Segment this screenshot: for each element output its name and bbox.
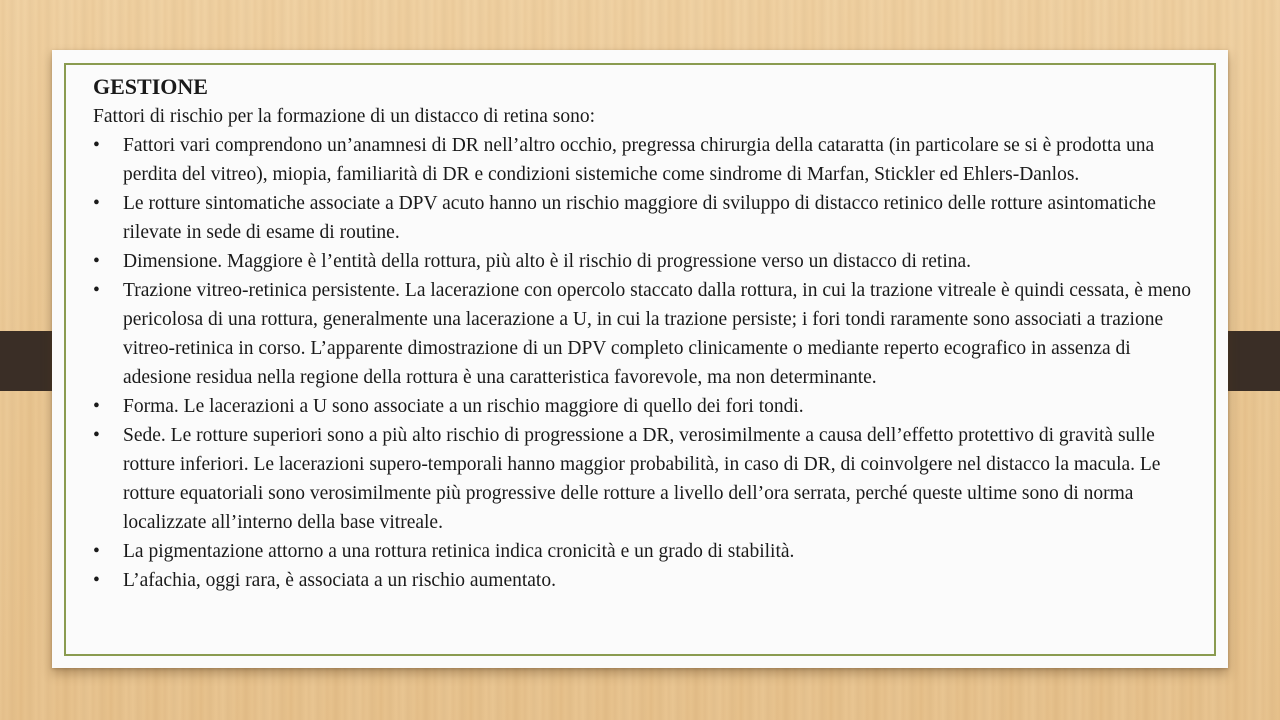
bullet-icon: • [93, 425, 100, 446]
bullet-item [93, 421, 1193, 537]
bullet-item [93, 392, 1193, 421]
slide-content [93, 72, 1193, 595]
bullet-icon: • [93, 570, 100, 591]
bullet-icon: • [93, 251, 100, 272]
slide-title: GESTIONE [93, 74, 208, 99]
bullet-text: Sede. Le rotture superiori sono a più alto rischio di progressione a DR, verosimilmente a causa dell’effetto protettivo di gravità sulle rotture inferiori. Le lacerazioni supero-temporali hanno maggior probabilità, in caso di DR, di coinvolgere nel distacco la macula. Le rotture equatoriali sono verosimilmente più progressive delle rotture a livello dell’ora serrata, perché queste ultime sono di norma localizzate all’interno della base vitreale. [123, 425, 1161, 533]
bullet-list [93, 131, 1193, 595]
bullet-icon: • [93, 135, 100, 156]
bullet-item [93, 537, 1193, 566]
slide-card [52, 50, 1228, 668]
bullet-item [93, 131, 1193, 189]
bullet-text: Le rotture sintomatiche associate a DPV acuto hanno un rischio maggiore di sviluppo di distacco retinico delle rotture asintomatiche rilevate in sede di esame di routine. [123, 193, 1156, 243]
bullet-text: L’afachia, oggi rara, è associata a un rischio aumentato. [123, 570, 556, 591]
bullet-item [93, 566, 1193, 595]
bullet-text: Forma. Le lacerazioni a U sono associate a un rischio maggiore di quello dei fori tondi. [123, 396, 804, 417]
bullet-item [93, 189, 1193, 247]
bullet-item [93, 247, 1193, 276]
decorative-band-left [0, 331, 60, 391]
slide-intro: Fattori di rischio per la formazione di un distacco di retina sono: [93, 106, 595, 127]
bullet-text: Fattori vari comprendono un’anamnesi di DR nell’altro occhio, pregressa chirurgia della cataratta (in particolare se si è prodotta una perdita del vitreo), miopia, familiarità di DR e condizioni sistemiche come sindrome di Marfan, Stickler ed Ehlers-Danlos. [123, 135, 1155, 185]
bullet-text: Dimensione. Maggiore è l’entità della rottura, più alto è il rischio di progressione verso un distacco di retina. [123, 251, 972, 272]
bullet-icon: • [93, 396, 100, 417]
bullet-icon: • [93, 280, 100, 301]
bullet-icon: • [93, 541, 100, 562]
bullet-item [93, 276, 1193, 392]
bullet-text: Trazione vitreo-retinica persistente. La lacerazione con opercolo staccato dalla rottura, in cui la trazione vitreale è quindi cessata, è meno pericolosa di una rottura, generalmente una lacerazione a U, in cui la trazione persiste; i fori tondi raramente sono associati a trazione vitreo-retinica in corso. L’apparente dimostrazione di un DPV completo clinicamente o mediante reperto ecografico in assenza di adesione residua nella regione della rottura è una caratteristica favorevole, ma non determinante. [123, 280, 1192, 388]
bullet-text: La pigmentazione attorno a una rottura retinica indica cronicità e un grado di stabilità. [123, 541, 795, 562]
bullet-icon: • [93, 193, 100, 214]
